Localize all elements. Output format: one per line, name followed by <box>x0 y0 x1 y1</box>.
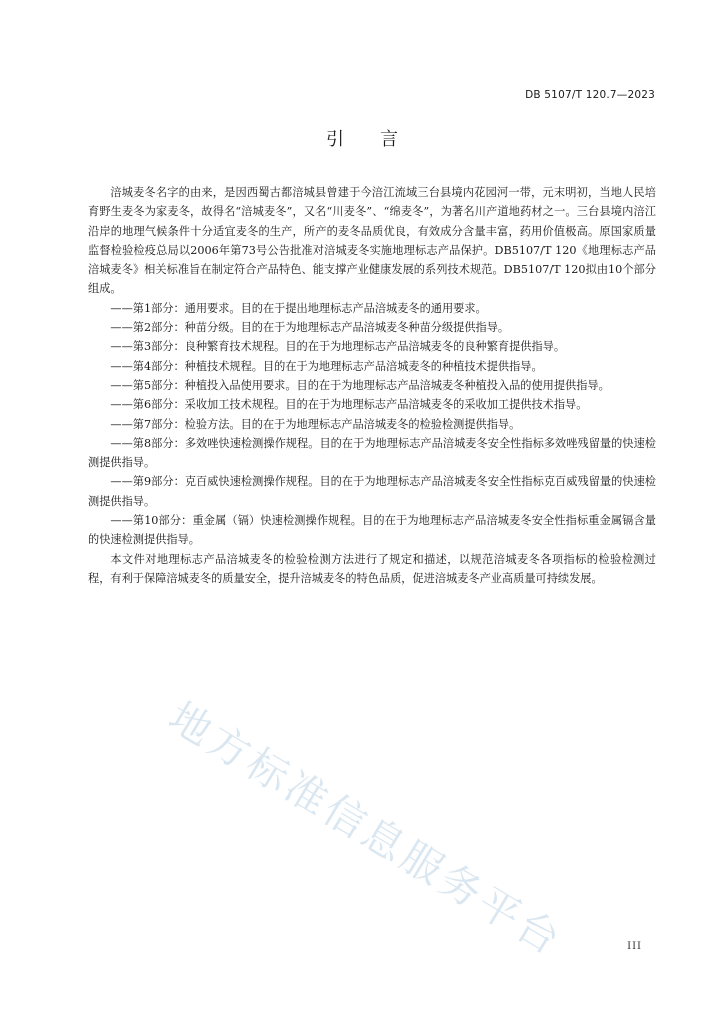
foreword-body <box>88 183 656 588</box>
page-title: 引言 <box>326 129 434 150</box>
part-item: ——第2部分：种苗分级。目的在于为地理标志产品涪城麦冬种苗分级提供指导。 <box>110 321 510 335</box>
intro-paragraph: 涪城麦冬名字的由来，是因西蜀古都涪城县曾建于今涪江流域三台县境内花园河一带，元末明初，当地人民培育野生麦冬为家麦冬，故得名“涪城麦冬”，又名“川麦冬”、“绵麦冬”，为著名川产道地药材之一。三台县境内涪江沿岸的地理气候条件十分适宜麦冬的生产，所产的麦冬品质优良，有效成分含量丰富，药用价值极高。原国家质量监督检验检疫总局以2006年第73号公告批准对涪城麦冬实施地理标志产品保护。DB5107/T 120《地理标志产品 涪城麦冬》相关标准旨在制定符合产品特色、能支撑产业健康发展的系列技术规范。DB5107/T 120拟由10个部分组成。 <box>88 186 656 296</box>
part-item: ——第9部分：克百威快速检测操作规程。目的在于为地理标志产品涪城麦冬安全性指标克百威残留量的快速检测提供指导。 <box>88 475 656 508</box>
part-item: ——第4部分：种植技术规程。目的在于为地理标志产品涪城麦冬的种植技术提供指导。 <box>110 359 543 373</box>
part-item: ——第10部分：重金属（镉）快速检测操作规程。目的在于为地理标志产品涪城麦冬安全性指标重金属镉含量的快速检测提供指导。 <box>88 514 656 547</box>
page-number: III <box>627 941 642 952</box>
part-item: ——第7部分：检验方法。目的在于为地理标志产品涪城麦冬的检验检测提供指导。 <box>110 417 521 431</box>
part-item: ——第8部分：多效唑快速检测操作规程。目的在于为地理标志产品涪城麦冬安全性指标多效唑残留量的快速检测提供指导。 <box>88 436 656 470</box>
part-item: ——第3部分：良种繁育技术规程。目的在于为地理标志产品涪城麦冬的良种繁育提供指导。 <box>110 340 566 354</box>
document-code: DB 5107/T 120.7—2023 <box>525 89 655 101</box>
part-item: ——第5部分：种植投入品使用要求。目的在于为地理标志产品涪城麦冬种植投入品的使用提供指导。 <box>110 378 610 392</box>
watermark-text: 地方标准信息服务平台 <box>160 692 572 966</box>
part-item: ——第6部分：采收加工技术规程。目的在于为地理标志产品涪城麦冬的采收加工提供技术指导。 <box>110 398 588 412</box>
part-item: ——第1部分：通用要求。目的在于提出地理标志产品涪城麦冬的通用要求。 <box>110 301 487 315</box>
closing-paragraph: 本文件对地理标志产品涪城麦冬的检验检测方法进行了规定和描述，以规范涪城麦冬各项指标的检验检测过程，有利于保障涪城麦冬的质量安全，提升涪城麦冬的特色品质，促进涪城麦冬产业高质量可持续发展。 <box>88 552 656 585</box>
